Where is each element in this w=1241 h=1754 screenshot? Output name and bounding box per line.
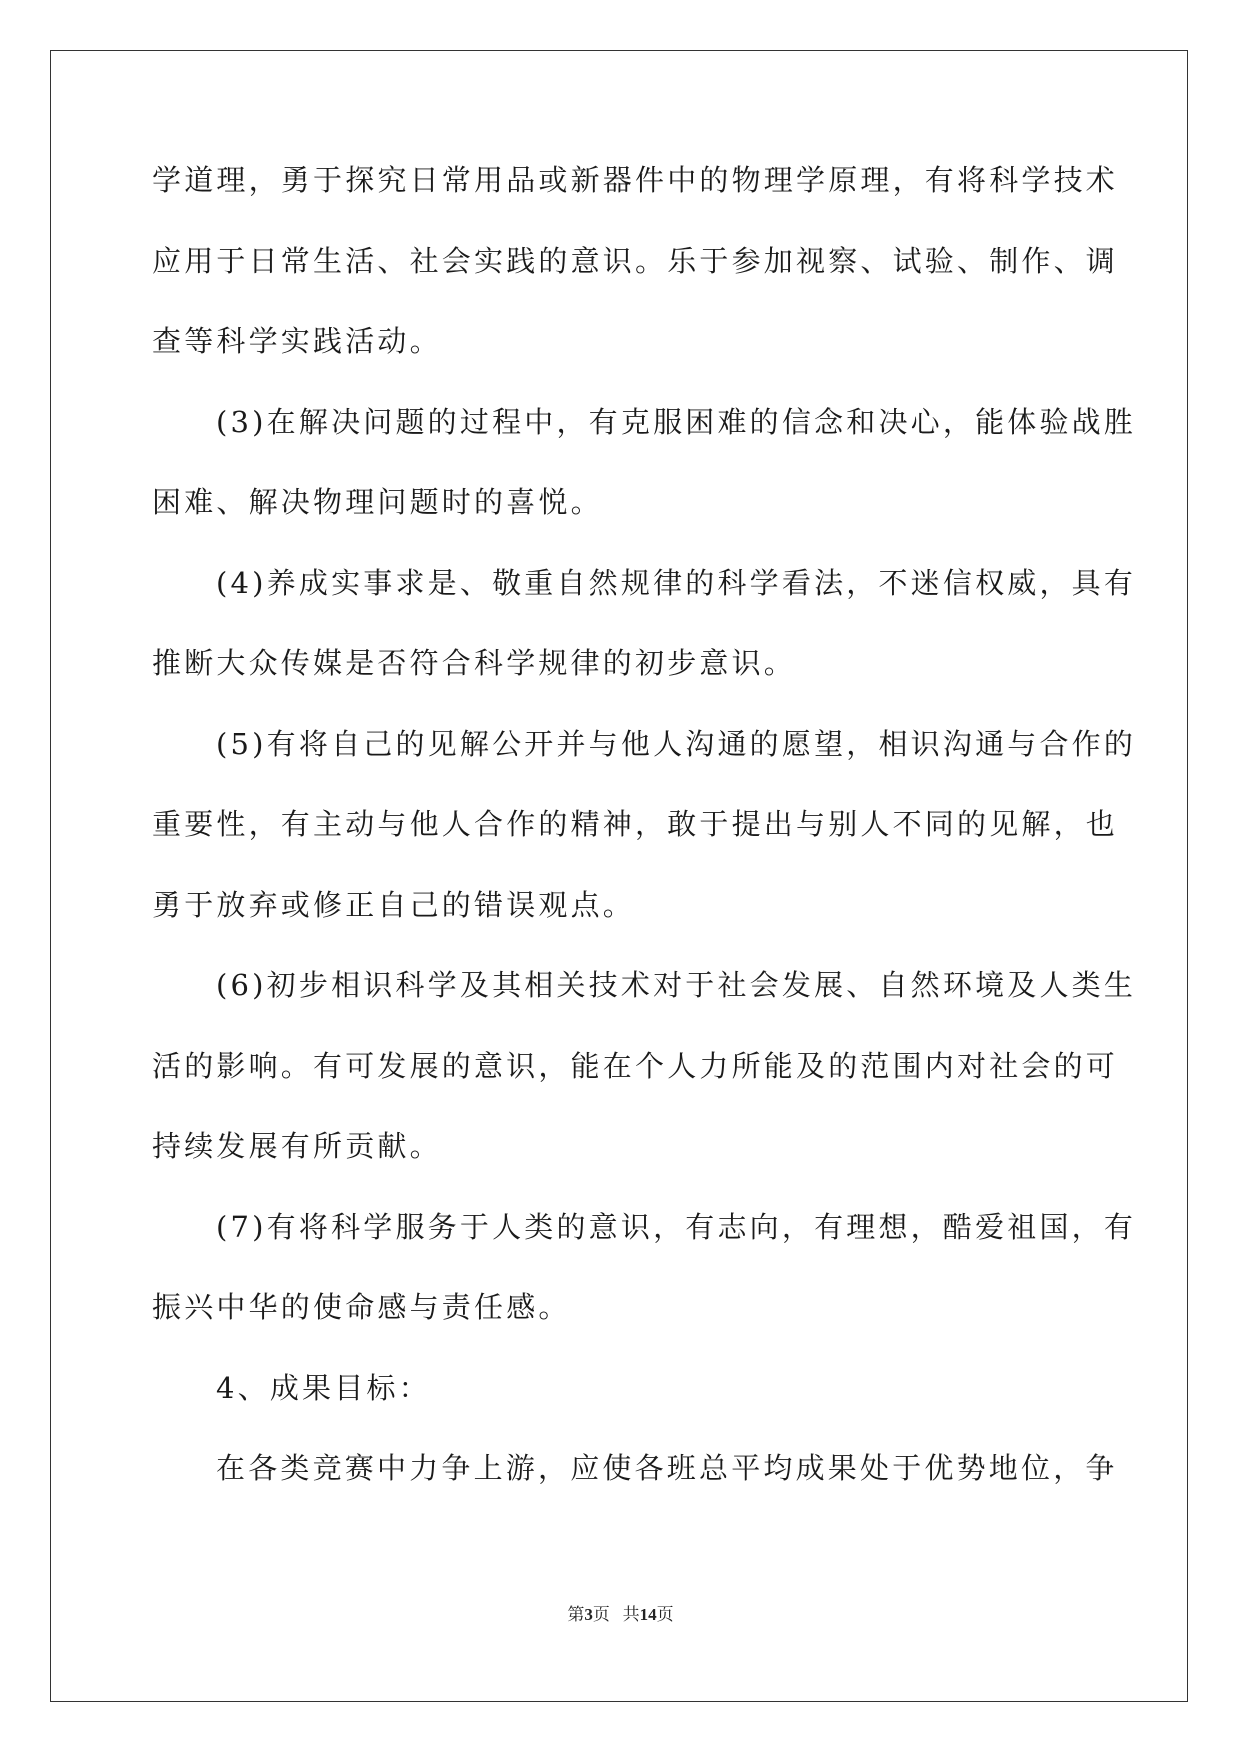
section-heading: 4、成果目标： [216,1370,431,1405]
text-line: 查等科学实践活动。 [152,324,442,358]
text-line: (5)有将自己的见解公开并与他人沟通的愿望，相识沟通与合作的 [216,726,1137,761]
text-line: (7)有将科学服务于人类的意识，有志向，有理想，酷爱祖国，有 [216,1209,1137,1244]
footer-page-suffix: 页 [592,1605,610,1624]
text-line: 困难、解决物理问题时的喜悦。 [152,485,603,519]
text-line: 持续发展有所贡献。 [152,1129,442,1163]
text-line: (4)养成实事求是、敬重自然规律的科学看法，不迷信权威，具有 [216,565,1137,600]
text-line: (6)初步相识科学及其相关技术对于社会发展、自然环境及人类生 [216,968,1137,1002]
text-line: 重要性，有主动与他人合作的精神，敢于提出与别人不同的见解，也 [152,807,1119,841]
text-line: 在各类竞赛中力争上游，应使各班总平均成果处于优势地位，争 [216,1451,1118,1485]
text-line: 推断大众传媒是否符合科学规律的初步意识。 [152,646,797,680]
footer-total-suffix: 页 [656,1605,674,1624]
text-line: (3)在解决问题的过程中，有克服困难的信念和决心，能体验战胜 [216,404,1137,439]
text-line: 勇于放弃或修正自己的错误观点。 [152,887,636,922]
total-page-count: 14 [639,1605,657,1624]
footer-prefix: 第 [567,1605,585,1624]
text-line: 振兴中华的使命感与责任感。 [152,1290,571,1324]
current-page-number: 3 [584,1605,593,1624]
text-line: 学道理，勇于探究日常用品或新器件中的物理学原理，有将科学技术 [152,163,1119,197]
text-line: 活的影响。有可发展的意识，能在个人力所能及的范围内对社会的可 [152,1048,1119,1083]
footer-total-prefix: 共 [622,1605,640,1624]
page-footer [0,1600,1241,1625]
text-line: 应用于日常生活、社会实践的意识。乐于参加视察、试验、制作、调 [152,243,1119,278]
document-body [152,160,1137,1529]
